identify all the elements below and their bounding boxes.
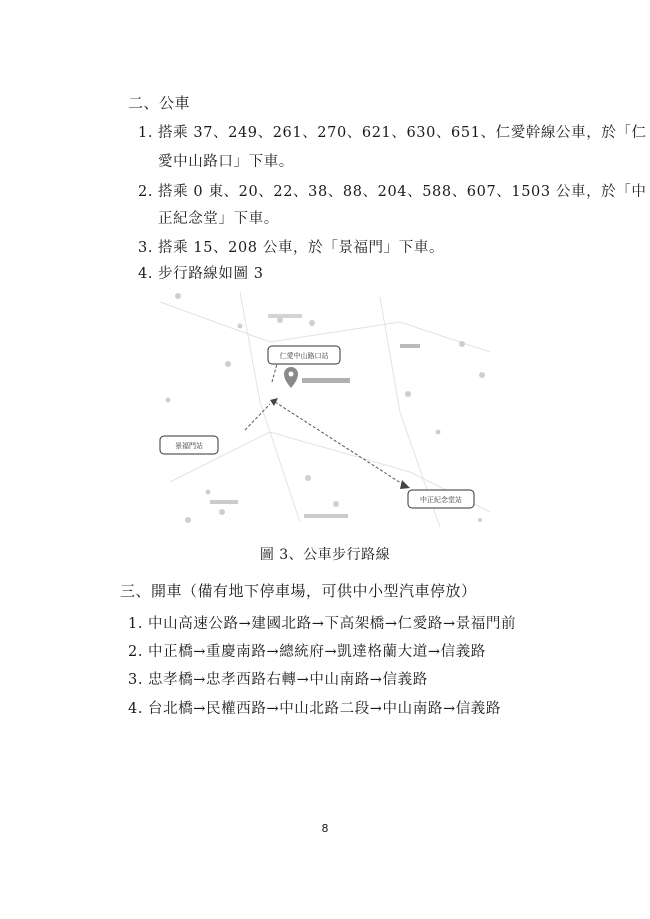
bus-item-4-text: 步行路線如圖 3 — [158, 266, 264, 282]
bus-item-3 — [138, 236, 444, 257]
drive-item-1 — [128, 612, 516, 633]
bus-item-2-text-line2: 正紀念堂」下車。 — [158, 211, 279, 227]
bus-section-heading: 二、公車 — [128, 94, 191, 112]
drive-item-2 — [128, 640, 486, 661]
bus-item-4 — [138, 262, 264, 283]
bus-item-2 — [138, 180, 646, 201]
figure-caption: 圖 3、公車步行路線 — [259, 547, 391, 563]
drive-item-4-number: 4. — [128, 701, 144, 717]
drive-item-2-text: 中正橋→重慶南路→總統府→凱達格蘭大道→信義路 — [148, 644, 486, 660]
bus-item-1-text-line2: 愛中山路口」下車。 — [158, 154, 294, 170]
page-number: 8 — [321, 822, 329, 835]
bus-item-3-number: 3. — [138, 240, 154, 256]
map-stop-jingfu — [160, 436, 218, 454]
bus-item-1-number: 1. — [138, 125, 154, 141]
destination-label — [302, 378, 350, 383]
drive-item-2-number: 2. — [128, 644, 144, 660]
drive-section-heading: 三、開車（備有地下停車場，可供中小型汽車停放） — [120, 582, 477, 600]
bus-item-3-text: 搭乘 15、208 公車，於「景福門」下車。 — [158, 240, 445, 256]
bus-item-1-text-line1: 搭乘 37、249、261、270、621、630、651、仁愛幹線公車，於「仁 — [158, 125, 647, 141]
drive-item-1-number: 1. — [128, 616, 144, 632]
map-stop-renai — [268, 346, 340, 364]
drive-item-3-text: 忠孝橋→忠孝西路右轉→中山南路→信義路 — [148, 672, 428, 688]
bus-item-1 — [138, 121, 647, 142]
drive-item-3-number: 3. — [128, 672, 144, 688]
bus-item-4-number: 4. — [138, 266, 154, 282]
drive-item-4 — [128, 697, 501, 718]
map-stop-cks — [408, 490, 474, 508]
bus-item-2-number: 2. — [138, 184, 154, 200]
drive-item-1-text: 中山高速公路→建國北路→下高架橋→仁愛路→景福門前 — [148, 616, 517, 632]
map-stop-jingfu-label: 景福門站 — [175, 442, 203, 450]
drive-item-4-text: 台北橋→民權西路→中山北路二段→中山南路→信義路 — [148, 701, 501, 717]
map-stop-renai-label: 仁愛中山路口站 — [279, 352, 329, 360]
drive-item-3 — [128, 668, 428, 689]
walking-route-map — [150, 282, 500, 532]
bus-item-2-text-line1: 搭乘 0 東、20、22、38、88、204、588、607、1503 公車，於「中 — [158, 184, 647, 200]
map-stop-cks-label: 中正紀念堂站 — [420, 496, 462, 504]
